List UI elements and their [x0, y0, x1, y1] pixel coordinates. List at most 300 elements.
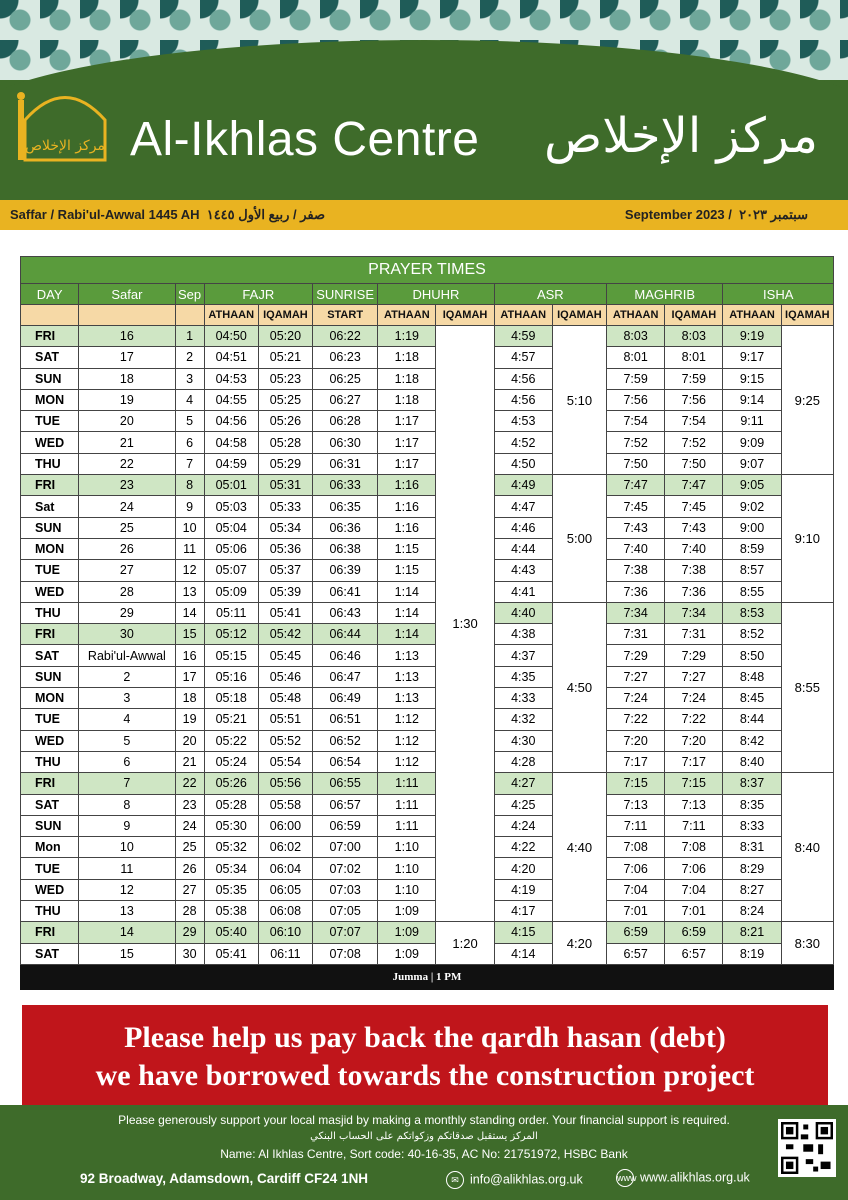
cell-dhuhr-athaan: 1:18 [378, 389, 436, 410]
cell-dhuhr-athaan: 1:18 [378, 368, 436, 389]
hijri-date [10, 207, 325, 223]
cell-dhuhr-athaan: 1:09 [378, 943, 436, 964]
cell-hijri: 26 [79, 538, 175, 559]
table-row [21, 475, 834, 496]
cell-asr-athaan: 4:24 [494, 815, 552, 836]
cell-fajr-athaan: 05:32 [204, 837, 258, 858]
cell-fajr-iqamah: 05:52 [258, 730, 312, 751]
cell-fajr-iqamah: 06:08 [258, 901, 312, 922]
cell-fajr-athaan: 05:35 [204, 879, 258, 900]
cell-maghrib-iqamah: 8:01 [665, 347, 723, 368]
cell-day: MON [21, 538, 79, 559]
col-maghrib: MAGHRIB [607, 284, 723, 305]
cell-hijri: 7 [79, 773, 175, 794]
table-row [21, 794, 834, 815]
cell-sunrise: 06:25 [313, 368, 378, 389]
cell-asr-athaan: 4:14 [494, 943, 552, 964]
cell-asr-athaan: 4:17 [494, 901, 552, 922]
cell-isha-iqamah: 8:40 [781, 773, 833, 922]
cell-sep: 13 [175, 581, 204, 602]
cell-maghrib-athaan: 7:13 [607, 794, 665, 815]
cell-asr-athaan: 4:33 [494, 688, 552, 709]
cell-sep: 14 [175, 602, 204, 623]
table-row [21, 581, 834, 602]
cell-maghrib-iqamah: 7:11 [665, 815, 723, 836]
cell-hijri: 6 [79, 751, 175, 772]
cell-fajr-athaan: 05:22 [204, 730, 258, 751]
cell-fajr-iqamah: 06:11 [258, 943, 312, 964]
cell-asr-iqamah: 4:40 [552, 773, 606, 922]
cell-maghrib-athaan: 6:59 [607, 922, 665, 943]
cell-day: TUE [21, 858, 79, 879]
cell-fajr-iqamah: 06:04 [258, 858, 312, 879]
table-row [21, 411, 834, 432]
jumma-time: Jumma | 1 PM [21, 964, 834, 989]
cell-sunrise: 06:30 [313, 432, 378, 453]
cell-dhuhr-athaan: 1:16 [378, 475, 436, 496]
cell-dhuhr-iqamah: 1:30 [436, 326, 494, 922]
cell-maghrib-athaan: 7:36 [607, 581, 665, 602]
cell-maghrib-athaan: 7:08 [607, 837, 665, 858]
prayer-times-table [20, 256, 834, 990]
cell-hijri: 4 [79, 709, 175, 730]
cell-maghrib-iqamah: 7:56 [665, 389, 723, 410]
table-row [21, 837, 834, 858]
table-row [21, 645, 834, 666]
cell-maghrib-iqamah: 7:01 [665, 901, 723, 922]
cell-maghrib-iqamah: 7:06 [665, 858, 723, 879]
cell-sep: 23 [175, 794, 204, 815]
sub-fajr-iqamah: IQAMAH [258, 305, 312, 326]
cell-asr-athaan: 4:28 [494, 751, 552, 772]
cell-dhuhr-athaan: 1:13 [378, 666, 436, 687]
cell-dhuhr-athaan: 1:11 [378, 815, 436, 836]
cell-day: SAT [21, 794, 79, 815]
cell-hijri: 9 [79, 815, 175, 836]
table-row [21, 538, 834, 559]
cell-day: FRI [21, 922, 79, 943]
cell-maghrib-athaan: 7:59 [607, 368, 665, 389]
email-text[interactable]: info@alikhlas.org.uk [470, 1172, 583, 1187]
cell-maghrib-athaan: 7:22 [607, 709, 665, 730]
col-day: DAY [21, 284, 79, 305]
cell-maghrib-athaan: 6:57 [607, 943, 665, 964]
cell-hijri: 17 [79, 347, 175, 368]
qr-code-icon[interactable] [778, 1119, 836, 1177]
cell-isha-athaan: 9:17 [723, 347, 781, 368]
cell-asr-athaan: 4:50 [494, 453, 552, 474]
cell-day: FRI [21, 773, 79, 794]
cell-fajr-iqamah: 05:42 [258, 624, 312, 645]
cell-fajr-iqamah: 05:39 [258, 581, 312, 602]
support-message: Please generously support your local masjid by making a monthly standing order. Your financial support is required. [118, 1113, 730, 1127]
cell-hijri: 27 [79, 560, 175, 581]
cell-maghrib-iqamah: 6:59 [665, 922, 723, 943]
cell-day: THU [21, 453, 79, 474]
cell-hijri: 12 [79, 879, 175, 900]
cell-sep: 3 [175, 368, 204, 389]
cell-hijri: 21 [79, 432, 175, 453]
cell-sunrise: 06:38 [313, 538, 378, 559]
jumma-row [21, 964, 834, 989]
website-contact[interactable] [616, 1169, 750, 1187]
cell-dhuhr-athaan: 1:18 [378, 347, 436, 368]
cell-sunrise: 06:27 [313, 389, 378, 410]
cell-maghrib-athaan: 7:29 [607, 645, 665, 666]
cell-fajr-athaan: 05:07 [204, 560, 258, 581]
cell-maghrib-athaan: 7:38 [607, 560, 665, 581]
cell-sep: 27 [175, 879, 204, 900]
cell-dhuhr-athaan: 1:09 [378, 901, 436, 922]
cell-fajr-athaan: 05:11 [204, 602, 258, 623]
cell-hijri: 22 [79, 453, 175, 474]
sub-sunrise-start: START [313, 305, 378, 326]
cell-maghrib-athaan: 7:17 [607, 751, 665, 772]
cell-dhuhr-athaan: 1:10 [378, 879, 436, 900]
cell-asr-athaan: 4:32 [494, 709, 552, 730]
cell-fajr-iqamah: 05:29 [258, 453, 312, 474]
cell-sunrise: 06:52 [313, 730, 378, 751]
cell-asr-athaan: 4:46 [494, 517, 552, 538]
cell-isha-iqamah: 8:30 [781, 922, 833, 965]
cell-fajr-iqamah: 05:25 [258, 389, 312, 410]
bank-details: Name: Al Ikhlas Centre, Sort code: 40-16-35, AC No: 21751972, HSBC Bank [220, 1147, 628, 1161]
cell-hijri: 14 [79, 922, 175, 943]
cell-fajr-athaan: 05:28 [204, 794, 258, 815]
cell-maghrib-iqamah: 7:13 [665, 794, 723, 815]
cell-fajr-iqamah: 05:20 [258, 326, 312, 347]
cell-maghrib-athaan: 7:06 [607, 858, 665, 879]
cell-sep: 16 [175, 645, 204, 666]
cell-maghrib-iqamah: 7:08 [665, 837, 723, 858]
table-row [21, 389, 834, 410]
cell-maghrib-athaan: 7:47 [607, 475, 665, 496]
cell-sep: 17 [175, 666, 204, 687]
cell-hijri: 2 [79, 666, 175, 687]
cell-asr-athaan: 4:57 [494, 347, 552, 368]
cell-fajr-athaan: 04:51 [204, 347, 258, 368]
cell-hijri: 13 [79, 901, 175, 922]
cell-isha-athaan: 8:24 [723, 901, 781, 922]
cell-asr-athaan: 4:35 [494, 666, 552, 687]
cell-maghrib-athaan: 7:40 [607, 538, 665, 559]
email-contact[interactable] [446, 1171, 583, 1189]
cell-isha-athaan: 8:21 [723, 922, 781, 943]
cell-dhuhr-athaan: 1:14 [378, 624, 436, 645]
sub-blank [21, 305, 79, 326]
cell-fajr-athaan: 04:58 [204, 432, 258, 453]
cell-sep: 24 [175, 815, 204, 836]
cell-maghrib-iqamah: 7:52 [665, 432, 723, 453]
cell-sep: 1 [175, 326, 204, 347]
cell-fajr-athaan: 05:03 [204, 496, 258, 517]
cell-maghrib-athaan: 7:01 [607, 901, 665, 922]
cell-hijri: 16 [79, 326, 175, 347]
cell-maghrib-athaan: 7:20 [607, 730, 665, 751]
cell-asr-athaan: 4:40 [494, 602, 552, 623]
cell-sunrise: 07:08 [313, 943, 378, 964]
gregorian-date-english: September 2023 / [624, 207, 732, 222]
cell-sunrise: 07:05 [313, 901, 378, 922]
cell-maghrib-iqamah: 7:54 [665, 411, 723, 432]
cell-fajr-athaan: 05:24 [204, 751, 258, 772]
cell-sep: 15 [175, 624, 204, 645]
cell-hijri: 11 [79, 858, 175, 879]
table-row [21, 901, 834, 922]
logo-text: مركز الإخلاص [25, 138, 105, 154]
cell-maghrib-athaan: 7:15 [607, 773, 665, 794]
cell-hijri: 28 [79, 581, 175, 602]
support-message-arabic: المركز يستقبل صدقاتكم وزكواتكم على الحساب البنكي [310, 1131, 538, 1142]
cell-dhuhr-iqamah: 1:20 [436, 922, 494, 965]
table-row [21, 943, 834, 964]
cell-day: Sat [21, 496, 79, 517]
cell-dhuhr-athaan: 1:13 [378, 645, 436, 666]
cell-sep: 20 [175, 730, 204, 751]
cell-fajr-iqamah: 05:51 [258, 709, 312, 730]
cell-isha-athaan: 9:11 [723, 411, 781, 432]
hijri-date-english: Saffar / Rabi'ul-Awwal 1445 AH [10, 207, 200, 222]
cell-dhuhr-athaan: 1:11 [378, 794, 436, 815]
cell-sep: 19 [175, 709, 204, 730]
mosque-logo-icon [10, 80, 120, 170]
cell-fajr-athaan: 05:15 [204, 645, 258, 666]
cell-fajr-iqamah: 05:46 [258, 666, 312, 687]
table-row [21, 815, 834, 836]
cell-sunrise: 06:49 [313, 688, 378, 709]
cell-hijri: 18 [79, 368, 175, 389]
table-row [21, 624, 834, 645]
cell-isha-athaan: 8:45 [723, 688, 781, 709]
cell-maghrib-iqamah: 7:31 [665, 624, 723, 645]
cell-fajr-athaan: 04:53 [204, 368, 258, 389]
cell-sep: 7 [175, 453, 204, 474]
prayer-times-table-wrapper [20, 256, 834, 990]
cell-hijri: Rabi'ul-Awwal [79, 645, 175, 666]
cell-fajr-iqamah: 05:58 [258, 794, 312, 815]
cell-maghrib-iqamah: 6:57 [665, 943, 723, 964]
cell-asr-athaan: 4:15 [494, 922, 552, 943]
cell-sunrise: 06:44 [313, 624, 378, 645]
cell-dhuhr-athaan: 1:10 [378, 858, 436, 879]
cell-asr-athaan: 4:56 [494, 389, 552, 410]
cell-isha-athaan: 9:00 [723, 517, 781, 538]
cell-sep: 11 [175, 538, 204, 559]
cell-maghrib-iqamah: 7:38 [665, 560, 723, 581]
cell-fajr-athaan: 05:41 [204, 943, 258, 964]
cell-maghrib-iqamah: 7:34 [665, 602, 723, 623]
cell-sunrise: 06:31 [313, 453, 378, 474]
cell-maghrib-iqamah: 7:04 [665, 879, 723, 900]
cell-asr-athaan: 4:59 [494, 326, 552, 347]
cell-day: FRI [21, 475, 79, 496]
cell-maghrib-iqamah: 8:03 [665, 326, 723, 347]
cell-asr-athaan: 4:43 [494, 560, 552, 581]
cell-fajr-athaan: 05:38 [204, 901, 258, 922]
sub-asr-iqamah: IQAMAH [552, 305, 606, 326]
cell-maghrib-iqamah: 7:17 [665, 751, 723, 772]
table-row [21, 709, 834, 730]
cell-sunrise: 06:47 [313, 666, 378, 687]
table-row [21, 326, 834, 347]
hijri-date-arabic: صفر / ربيع الأول ١٤٤٥ [206, 207, 325, 222]
cell-dhuhr-athaan: 1:12 [378, 709, 436, 730]
cell-day: WED [21, 730, 79, 751]
table-row [21, 730, 834, 751]
cell-hijri: 30 [79, 624, 175, 645]
cell-fajr-athaan: 05:12 [204, 624, 258, 645]
gregorian-date [625, 207, 808, 223]
cell-isha-athaan: 8:44 [723, 709, 781, 730]
cell-fajr-athaan: 05:26 [204, 773, 258, 794]
sub-blank [175, 305, 204, 326]
table-row [21, 432, 834, 453]
cell-isha-athaan: 8:52 [723, 624, 781, 645]
cell-day: TUE [21, 411, 79, 432]
cell-maghrib-iqamah: 7:43 [665, 517, 723, 538]
col-sep: Sep [175, 284, 204, 305]
cell-day: SAT [21, 347, 79, 368]
cell-sep: 26 [175, 858, 204, 879]
cell-asr-athaan: 4:49 [494, 475, 552, 496]
cell-fajr-iqamah: 06:10 [258, 922, 312, 943]
cell-sep: 21 [175, 751, 204, 772]
sub-isha-athaan: ATHAAN [723, 305, 781, 326]
cell-isha-athaan: 9:15 [723, 368, 781, 389]
cell-day: SUN [21, 815, 79, 836]
cell-dhuhr-athaan: 1:15 [378, 538, 436, 559]
cell-asr-athaan: 4:27 [494, 773, 552, 794]
cell-asr-athaan: 4:44 [494, 538, 552, 559]
cell-sunrise: 06:22 [313, 326, 378, 347]
cell-fajr-athaan: 05:16 [204, 666, 258, 687]
cell-isha-athaan: 9:05 [723, 475, 781, 496]
table-row [21, 688, 834, 709]
cell-maghrib-iqamah: 7:27 [665, 666, 723, 687]
cell-sep: 29 [175, 922, 204, 943]
cell-asr-athaan: 4:41 [494, 581, 552, 602]
appeal-line-1: Please help us pay back the qardh hasan (debt) [124, 1021, 726, 1054]
cell-day: TUE [21, 560, 79, 581]
cell-maghrib-iqamah: 7:29 [665, 645, 723, 666]
cell-fajr-athaan: 05:30 [204, 815, 258, 836]
cell-fajr-iqamah: 05:48 [258, 688, 312, 709]
cell-day: THU [21, 901, 79, 922]
cell-sep: 30 [175, 943, 204, 964]
cell-fajr-iqamah: 05:28 [258, 432, 312, 453]
cell-hijri: 24 [79, 496, 175, 517]
col-isha: ISHA [723, 284, 834, 305]
cell-fajr-iqamah: 05:37 [258, 560, 312, 581]
website-text[interactable]: www.alikhlas.org.uk [640, 1170, 750, 1185]
cell-isha-iqamah: 8:55 [781, 602, 833, 772]
cell-fajr-athaan: 04:59 [204, 453, 258, 474]
table-body [21, 326, 834, 990]
col-fajr: FAJR [204, 284, 312, 305]
cell-maghrib-iqamah: 7:36 [665, 581, 723, 602]
sub-blank [79, 305, 175, 326]
sub-dhuhr-iqamah: IQAMAH [436, 305, 494, 326]
cell-sep: 12 [175, 560, 204, 581]
address: 92 Broadway, Adamsdown, Cardiff CF24 1NH [80, 1171, 369, 1186]
cell-asr-athaan: 4:38 [494, 624, 552, 645]
cell-fajr-athaan: 04:50 [204, 326, 258, 347]
col-safar: Safar [79, 284, 175, 305]
cell-fajr-iqamah: 05:31 [258, 475, 312, 496]
table-row [21, 858, 834, 879]
cell-maghrib-iqamah: 7:22 [665, 709, 723, 730]
cell-isha-athaan: 8:19 [723, 943, 781, 964]
cell-sunrise: 06:57 [313, 794, 378, 815]
cell-asr-iqamah: 5:10 [552, 326, 606, 475]
cell-fajr-iqamah: 06:02 [258, 837, 312, 858]
debt-appeal-banner [22, 1005, 828, 1105]
cell-sep: 10 [175, 517, 204, 538]
cell-isha-athaan: 9:02 [723, 496, 781, 517]
cell-maghrib-athaan: 7:24 [607, 688, 665, 709]
cell-day: SUN [21, 666, 79, 687]
cell-day: SUN [21, 368, 79, 389]
cell-asr-athaan: 4:53 [494, 411, 552, 432]
cell-sunrise: 07:02 [313, 858, 378, 879]
cell-fajr-iqamah: 05:33 [258, 496, 312, 517]
cell-dhuhr-athaan: 1:14 [378, 581, 436, 602]
cell-sunrise: 06:39 [313, 560, 378, 581]
cell-hijri: 25 [79, 517, 175, 538]
date-bar [0, 200, 848, 230]
centre-title-arabic: مركز الإخلاص [544, 108, 818, 164]
cell-sunrise: 06:36 [313, 517, 378, 538]
cell-fajr-athaan: 05:18 [204, 688, 258, 709]
cell-sep: 8 [175, 475, 204, 496]
cell-asr-athaan: 4:37 [494, 645, 552, 666]
cell-hijri: 15 [79, 943, 175, 964]
cell-hijri: 3 [79, 688, 175, 709]
cell-sunrise: 07:00 [313, 837, 378, 858]
cell-fajr-athaan: 05:34 [204, 858, 258, 879]
cell-day: THU [21, 751, 79, 772]
cell-isha-athaan: 9:07 [723, 453, 781, 474]
cell-asr-athaan: 4:52 [494, 432, 552, 453]
cell-isha-athaan: 8:29 [723, 858, 781, 879]
cell-sep: 6 [175, 432, 204, 453]
cell-dhuhr-athaan: 1:11 [378, 773, 436, 794]
cell-maghrib-iqamah: 7:50 [665, 453, 723, 474]
cell-asr-iqamah: 4:20 [552, 922, 606, 965]
cell-day: THU [21, 602, 79, 623]
cell-isha-athaan: 8:59 [723, 538, 781, 559]
table-row [21, 922, 834, 943]
cell-isha-athaan: 8:33 [723, 815, 781, 836]
cell-fajr-athaan: 05:04 [204, 517, 258, 538]
table-title: PRAYER TIMES [21, 257, 834, 284]
cell-maghrib-athaan: 7:52 [607, 432, 665, 453]
cell-maghrib-athaan: 7:43 [607, 517, 665, 538]
footer [0, 1105, 848, 1200]
cell-dhuhr-athaan: 1:12 [378, 730, 436, 751]
cell-maghrib-athaan: 7:50 [607, 453, 665, 474]
cell-asr-athaan: 4:47 [494, 496, 552, 517]
cell-hijri: 5 [79, 730, 175, 751]
cell-sunrise: 07:03 [313, 879, 378, 900]
cell-isha-athaan: 8:53 [723, 602, 781, 623]
globe-icon: www [616, 1169, 634, 1187]
col-sunrise: SUNRISE [313, 284, 378, 305]
table-row [21, 347, 834, 368]
cell-isha-athaan: 8:57 [723, 560, 781, 581]
cell-isha-athaan: 8:42 [723, 730, 781, 751]
cell-day: WED [21, 879, 79, 900]
